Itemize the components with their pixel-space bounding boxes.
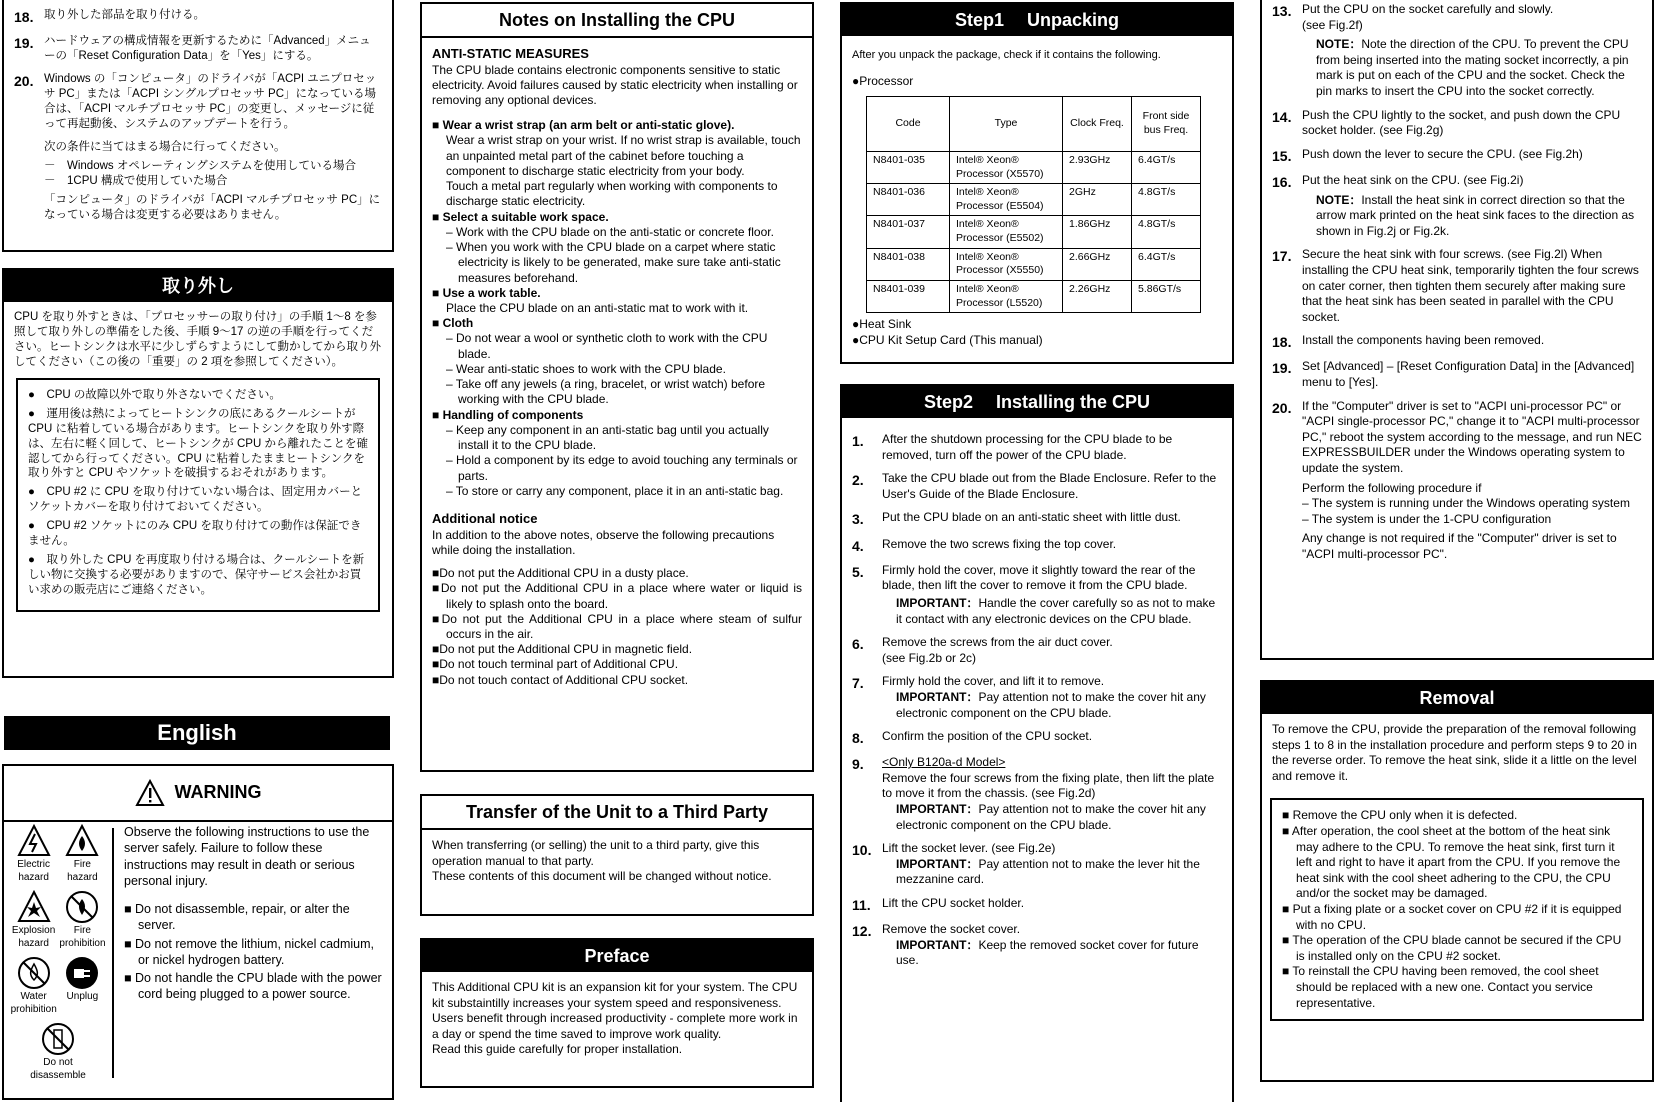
preface-panel: Preface This Additional CPU kit is an expansion kit for your system. The CPU kit substaintilly increases your system speed and responsiveness. Users benefit through increased productivity - complete more work in a day or spend the time saved to improve work quality. Read this guide carefully for proper installation. (420, 938, 814, 1088)
fire-hazard-icon: Fire hazard (59, 824, 105, 884)
english-banner: English (4, 716, 390, 750)
table-row: N8401-035 Intel® Xeon® Processor (X5570) 2.93GHz 6.4GT/s (867, 151, 1201, 183)
step2-panel: Step2 Installing the CPU 1. After the shutdown processing for the CPU blade to be removed, turn off the power of the CPU blade. 2. Take the CPU blade out from the Blade Enclosure. Refer to the User's Guide of the Blade Enclosure. 3. Put the CPU blade on an anti-static sheet with little dust. 4. Remove the two screws fixing the top cover. 5. Firmly hold the cover, move it slightly toward the rear of the blade, then lift the cover to remove it from the CPU blade. IMPORTANT：Handle the cover carefully so as not to make it contact with any electronic devices on the CPU blade. 6. Remove the screws from the air duct cover. (see Fig.2b or 2c) 7. Firmly hold the cover, and lift it to remove. IMPORTANT：Pay attention not to make the cover hit any electronic component on the CPU blade. 8. Confirm the position of the CPU socket. 9. <Only B120a-d Model> Remove the four screws from the fixing plate, then lift the plate to move it from the chassis. (see Fig.2d) IMPORTANT：Pay attention not to make the cover hit any electronic component on the CPU blade. 10. Lift the socket lever. (see Fig.2e) IMPORTANT：Pay attention not to make the lever hit the mezzanine card. 11. Lift the CPU socket holder. 12. Remove the socket cover. IMPORTANT：Keep the removed socket cover for future use. (840, 384, 1234, 1102)
warning-divider (112, 828, 114, 1078)
table-row: N8401-039 Intel® Xeon® Processor (L5520) 2.26GHz 5.86GT/s (867, 281, 1201, 313)
unplug-icon: Unplug (59, 956, 105, 1003)
steps-cont-panel: 13. Put the CPU on the socket carefully and slowly. (see Fig.2f) NOTE：Note the direction of the CPU. To prevent the CPU from being inserted into the mating socket incorrectly, a pin mark is put on each of the CPU and the socket. Check the pin marks to insert the CPU into the socket correctly. 14. Push the CPU lightly to the socket, and push down the CPU socket holder. (see Fig.2g) 15. Push down the lever to secure the CPU. (see Fig.2h) 16. Put the heat sink on the CPU. (see Fig.2i) NOTE：Install the heat sink in correct direction so that the arrow mark printed on the heat sink faces to the direction as shown in Fig.2j or Fig.2k. 17. Secure the heat sink with four screws. (see Fig.2l) When installing the CPU heat sink, temporarily tighten the four screws on cater corner, then tighten them securely after making sure that the heat sink has been seated in parallel with the CPU socket. 18. Install the components having been removed. 19. Set [Advanced] – [Reset Configuration Data] in the [Advanced] menu to [Yes]. 20. If the "Computer" driver is set to "ACPI uni-processor PC" or "ACPI single-processor PC," change it to "ACPI multi-processor PC," reboot the system according to the message, and run NEC EXPRESSBUILDER under the Windows operating system to update the system. Perform the following procedure if – The system is running under the Windows operating system – The system is under the 1-CPU configuration Any change is not required if the "Computer" driver is set to "ACPI multi-processor PC". (1260, 0, 1654, 660)
step1-panel: Step1 Unpacking After you unpack the package, check if it contains the following. ●Processor Code Type Clock Freq. Front side bus Freq. N8401-035 Intel® Xeon® Processor (X5570) 2.93GHz 6.4GT/s N8401-036 Intel® Xeon® Processor (E5504) 2GHz 4.8GT/s N8401-037 Intel® Xeon® Processor (E5502) 1.86GHz 4.8GT/s N8401-038 Intel® Xeon® Processor (X5550) 2.66GHz 6.4GT/s N8401-039 Intel® Xeon® Processor (L5520) 2.26GHz 5.86GT/s ●Heat Sink ●CPU Kit Setup Card (This manual) (840, 2, 1234, 364)
step2-title: Step2 Installing the CPU (842, 386, 1232, 418)
jp-steps-panel: 18. 取り外した部品を取り付ける。 19. ハードウェアの構成情報を更新するために「Advanced」メニューの「Reset Configuration Data」を「Yes」にする。 20. Windows の「コンピュータ」のドライバが「ACPI ユニプロセッサ PC」または「ACPI シングルプロセッサ PC」になっている場合は、「ACPI マルチプロセッサ PC」の変更し、メッセージに従って再起動後、システムのアップデートを行う。 次の条件に当てはまる場合に行ってください。 － Windows オペレーティングシステムを使用している場合 － 1CPU 構成で使用していた場合 「コンピュータ」のドライバが「ACPI マルチプロセッサ PC」になっている場合は変更する必要はありません。 (2, 0, 394, 252)
notes-title: Notes on Installing the CPU (422, 4, 812, 38)
explosion-hazard-icon: Explosion hazard (11, 890, 57, 950)
jp-removal-title: 取り外し (4, 270, 392, 302)
step1-title: Step1 Unpacking (842, 4, 1232, 36)
processor-table: Code Type Clock Freq. Front side bus Freq. N8401-035 Intel® Xeon® Processor (X5570) 2.93GHz 6.4GT/s N8401-036 Intel® Xeon® Processor (E5504) 2GHz 4.8GT/s N8401-037 Intel® Xeon® Processor (E5502) 1.86GHz 4.8GT/s N8401-038 Intel® Xeon® Processor (X5550) 2.66GHz 6.4GT/s N8401-039 Intel® Xeon® Processor (L5520) 2.26GHz 5.86GT/s (866, 96, 1201, 313)
table-row: N8401-036 Intel® Xeon® Processor (E5504) 2GHz 4.8GT/s (867, 184, 1201, 216)
warning-header: WARNING (4, 766, 392, 822)
warning-triangle-icon (135, 779, 165, 807)
table-row: N8401-038 Intel® Xeon® Processor (X5550) 2.66GHz 6.4GT/s (867, 248, 1201, 280)
warning-text: Observe the following instructions to use the server safely. Failure to follow these instructions may result in death or serious personal injury. ■ Do not disassemble, repair, or alter the server. ■ Do not remove the lithium, nickel cadmium, or nickel hydrogen battery. ■ Do not handle the CPU blade with the power cord being plugged to a power source. (124, 825, 382, 1002)
removal-title: Removal (1262, 682, 1652, 714)
electric-hazard-icon: Electric hazard (11, 824, 57, 884)
do-not-disassemble-icon: Do not disassemble (28, 1022, 88, 1082)
notes-panel: Notes on Installing the CPU ANTI-STATIC MEASURES The CPU blade contains electronic components sensitive to static electricity. Avoid failures caused by static electricity when installing or removing any optional devices. ■ Wear a wrist strap (an arm belt or anti-static glove). Wear a wrist strap on your wrist. If no wrist strap is available, touch an unpainted metal part of the cabinet before touching a component to discharge static electricity from your body. Touch a metal part regularly when working with components to discharge static electricity. ■ Select a suitable work space. – Work with the CPU blade on the anti-static or concrete floor. – When you work with the CPU blade on a carpet where static electricity is likely to be generated, make sure take anti-static measures beforehand. ■ Use a work table. Place the CPU blade on an anti-static mat to work with it. ■ Cloth – Do not wear a wool or synthetic cloth to work with the CPU blade. – Wear anti-static shoes to work with the CPU blade. – Take off any jewels (a ring, bracelet, or wrist watch) before working with the CPU blade. ■ Handling of components – Keep any component in an anti-static bag until you actually install it to the CPU blade. – Hold a component by its edge to avoid touching any terminals or parts. – To store or carry any component, place it in an anti-static bag. Additional notice In addition to the above notes, observe the following precautions while doing the installation. ■Do not put the Additional CPU in a dusty place. ■Do not put the Additional CPU in a place where water or liquid is likely to splash onto the board. ■Do not put the Additional CPU in a place where steam of sulfur occurs in the air. ■Do not put the Additional CPU in magnetic field. ■Do not touch terminal part of Additional CPU. ■Do not touch contact of Additional CPU socket. (420, 2, 814, 772)
transfer-title: Transfer of the Unit to a Third Party (422, 796, 812, 830)
jp-removal-notes: ● CPU の故障以外で取り外さないでください。 ● 運用後は熱によってヒートシンクの底にあるクールシートが CPU に粘着している場合があります。ヒートシンクを取り外す際は、左右に軽く回して、ヒートシンクが CPU から離れたことを確認してから行ってください。CPU に粘着したままヒートシンクを取り外すと CPU やソケットを破損するおそれがあります。 ● CPU #2 に CPU を取り付けていない場合は、固定用カバーとソケットカバーを取り付けておいてください。 ● CPU #2 ソケットにのみ CPU を取り付けての動作は保証できません。 ● 取り外した CPU を再度取り付ける場合は、クールシートを新しい物に交換する必要がありますので、保守サービス会社かお買い求めの販売店にご連絡ください。 (16, 378, 380, 612)
water-prohibition-icon: Water prohibition (11, 956, 57, 1016)
warning-panel (2, 764, 394, 1100)
removal-notes: ■ Remove the CPU only when it is defected. ■ After operation, the cool sheet at the bottom of the heat sink may adhere to the CPU. To remove the heat sink, first turn it left and right to have it apart from the CPU. If you remove the heat sink with the cool sheet adhering to the CPU, the CPU and/or the socket may be damaged. ■ Put a fixing plate or a socket cover on CPU #2 if it is equipped with no CPU. ■ The operation of the CPU blade cannot be secured if the CPU is installed only on the CPU #2 socket. ■ To reinstall the CPU having been removed, the cool sheet should be replaced with a new one. Contact you service representative. (1270, 798, 1644, 1021)
preface-title: Preface (422, 940, 812, 972)
transfer-panel: Transfer of the Unit to a Third Party When transferring (or selling) the unit to a third party, give this operation manual to that party. These contents of this document will be changed without notice. (420, 794, 814, 916)
jp-removal-intro: CPU を取り外すときは、「プロセッサーの取り付け」の手順 1～8 を参照して取り外しの準備をした後、手順 9～17 の逆の手順を行ってください。ヒートシンクは水平に少しずらすようにして動かしてから取り外してください（この後の「重要」の 2 項を参照してください）。 (14, 311, 382, 368)
removal-panel: Removal To remove the CPU, provide the preparation of the removal following steps 1 to 8 in the installation procedure and perform steps 9 to 20 in the reverse order. To remove the heat sink, slide it a little on the level and remove it. ■ Remove the CPU only when it is defected. ■ After operation, the cool sheet at the bottom of the heat sink may adhere to the CPU. To remove the heat sink, first turn it left and right to have it apart from the CPU. If you remove the heat sink with the cool sheet adhering to the CPU, the CPU and/or the socket may be damaged. ■ Put a fixing plate or a socket cover on CPU #2 if it is equipped with no CPU. ■ The operation of the CPU blade cannot be secured if the CPU is installed only on the CPU #2 socket. ■ To reinstall the CPU having been removed, the cool sheet should be replaced with a new one. Contact you service representative. (1260, 680, 1654, 1082)
table-row: N8401-037 Intel® Xeon® Processor (E5502) 1.86GHz 4.8GT/s (867, 216, 1201, 248)
hazard-icons (8, 824, 108, 1088)
fire-prohibition-icon: Fire prohibition (59, 890, 105, 950)
jp-removal-panel (2, 268, 394, 678)
